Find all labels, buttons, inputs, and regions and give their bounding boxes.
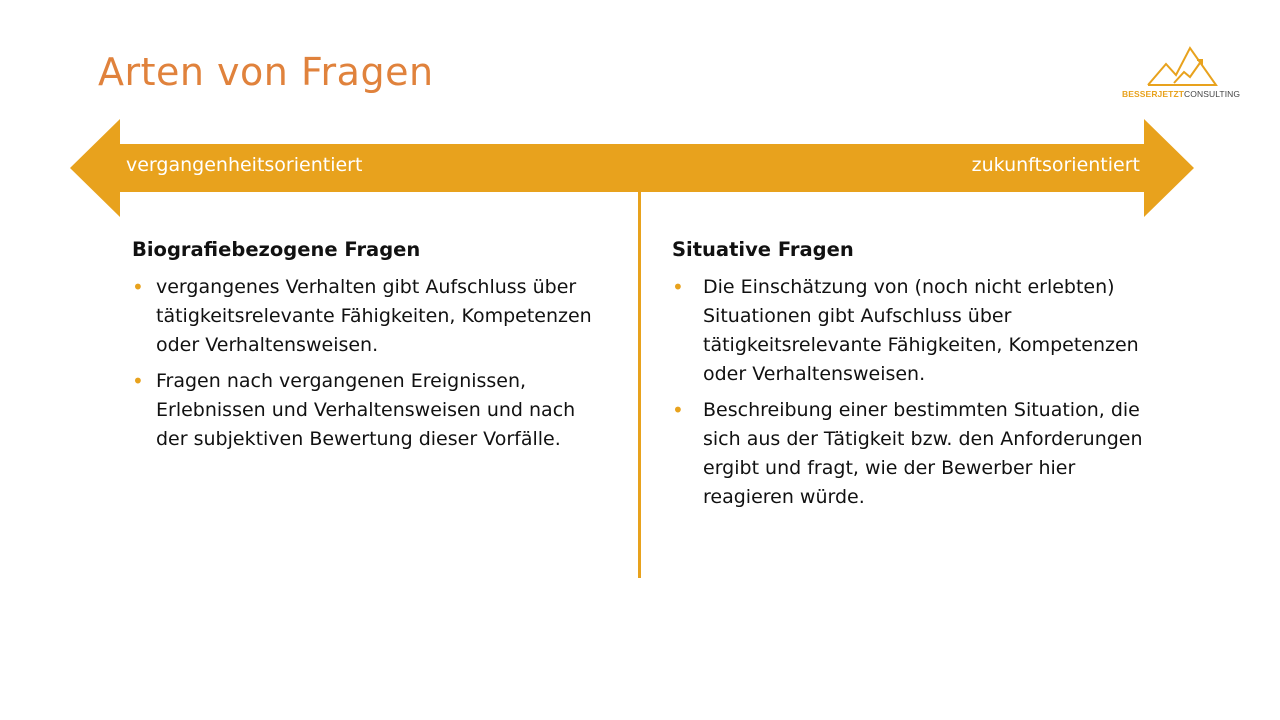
bullet-text: vergangenes Verhalten gibt Aufschluss über tätigkeitsrelevante Fähigkeiten, Kompetenzen oder Verhaltensweisen. [156, 276, 592, 356]
list-item [132, 273, 602, 360]
bullet-icon: • [132, 369, 144, 393]
logo-text-consulting: CONSULTING [1184, 89, 1241, 99]
list-item [672, 396, 1152, 512]
logo-wordmark [1122, 89, 1240, 99]
bullet-text: Fragen nach vergangenen Ereignissen, Erlebnissen und Verhaltensweisen und nach der subjektiven Bewertung dieser Vorfälle. [156, 370, 576, 450]
bullet-icon: • [132, 275, 144, 299]
list-item [132, 367, 602, 454]
bullet-text: Die Einschätzung von (noch nicht erlebten) Situationen gibt Aufschluss über tätigkeitsrelevante Fähigkeiten, Kompetenzen oder Verhaltensweisen. [703, 276, 1139, 385]
arrow-label-past: vergangenheitsorientiert [126, 154, 363, 176]
list-item [672, 273, 1152, 389]
bullet-list-biographical [132, 273, 602, 454]
arrow-label-future: zukunftsorientiert [971, 154, 1140, 176]
bullet-icon: • [672, 398, 684, 422]
page-title: Arten von Fragen [98, 50, 434, 94]
logo-text-besserjetzt: BESSERJETZT [1122, 89, 1185, 99]
bullet-text: Beschreibung einer bestimmten Situation, die sich aus der Tätigkeit bzw. den Anforderungen ergibt und fragt, wie der Bewerber hier reagieren würde. [703, 399, 1143, 508]
column-heading-situational: Situative Fragen [672, 238, 854, 261]
column-heading-biographical: Biografiebezogene Fragen [132, 238, 421, 261]
bullet-icon: • [672, 275, 684, 299]
mountain-icon [1146, 44, 1218, 88]
bullet-list-situational [672, 273, 1152, 512]
biographical-questions-column [132, 238, 602, 461]
column-divider [638, 192, 641, 578]
situational-questions-column [672, 238, 1152, 519]
company-logo [1120, 44, 1252, 102]
